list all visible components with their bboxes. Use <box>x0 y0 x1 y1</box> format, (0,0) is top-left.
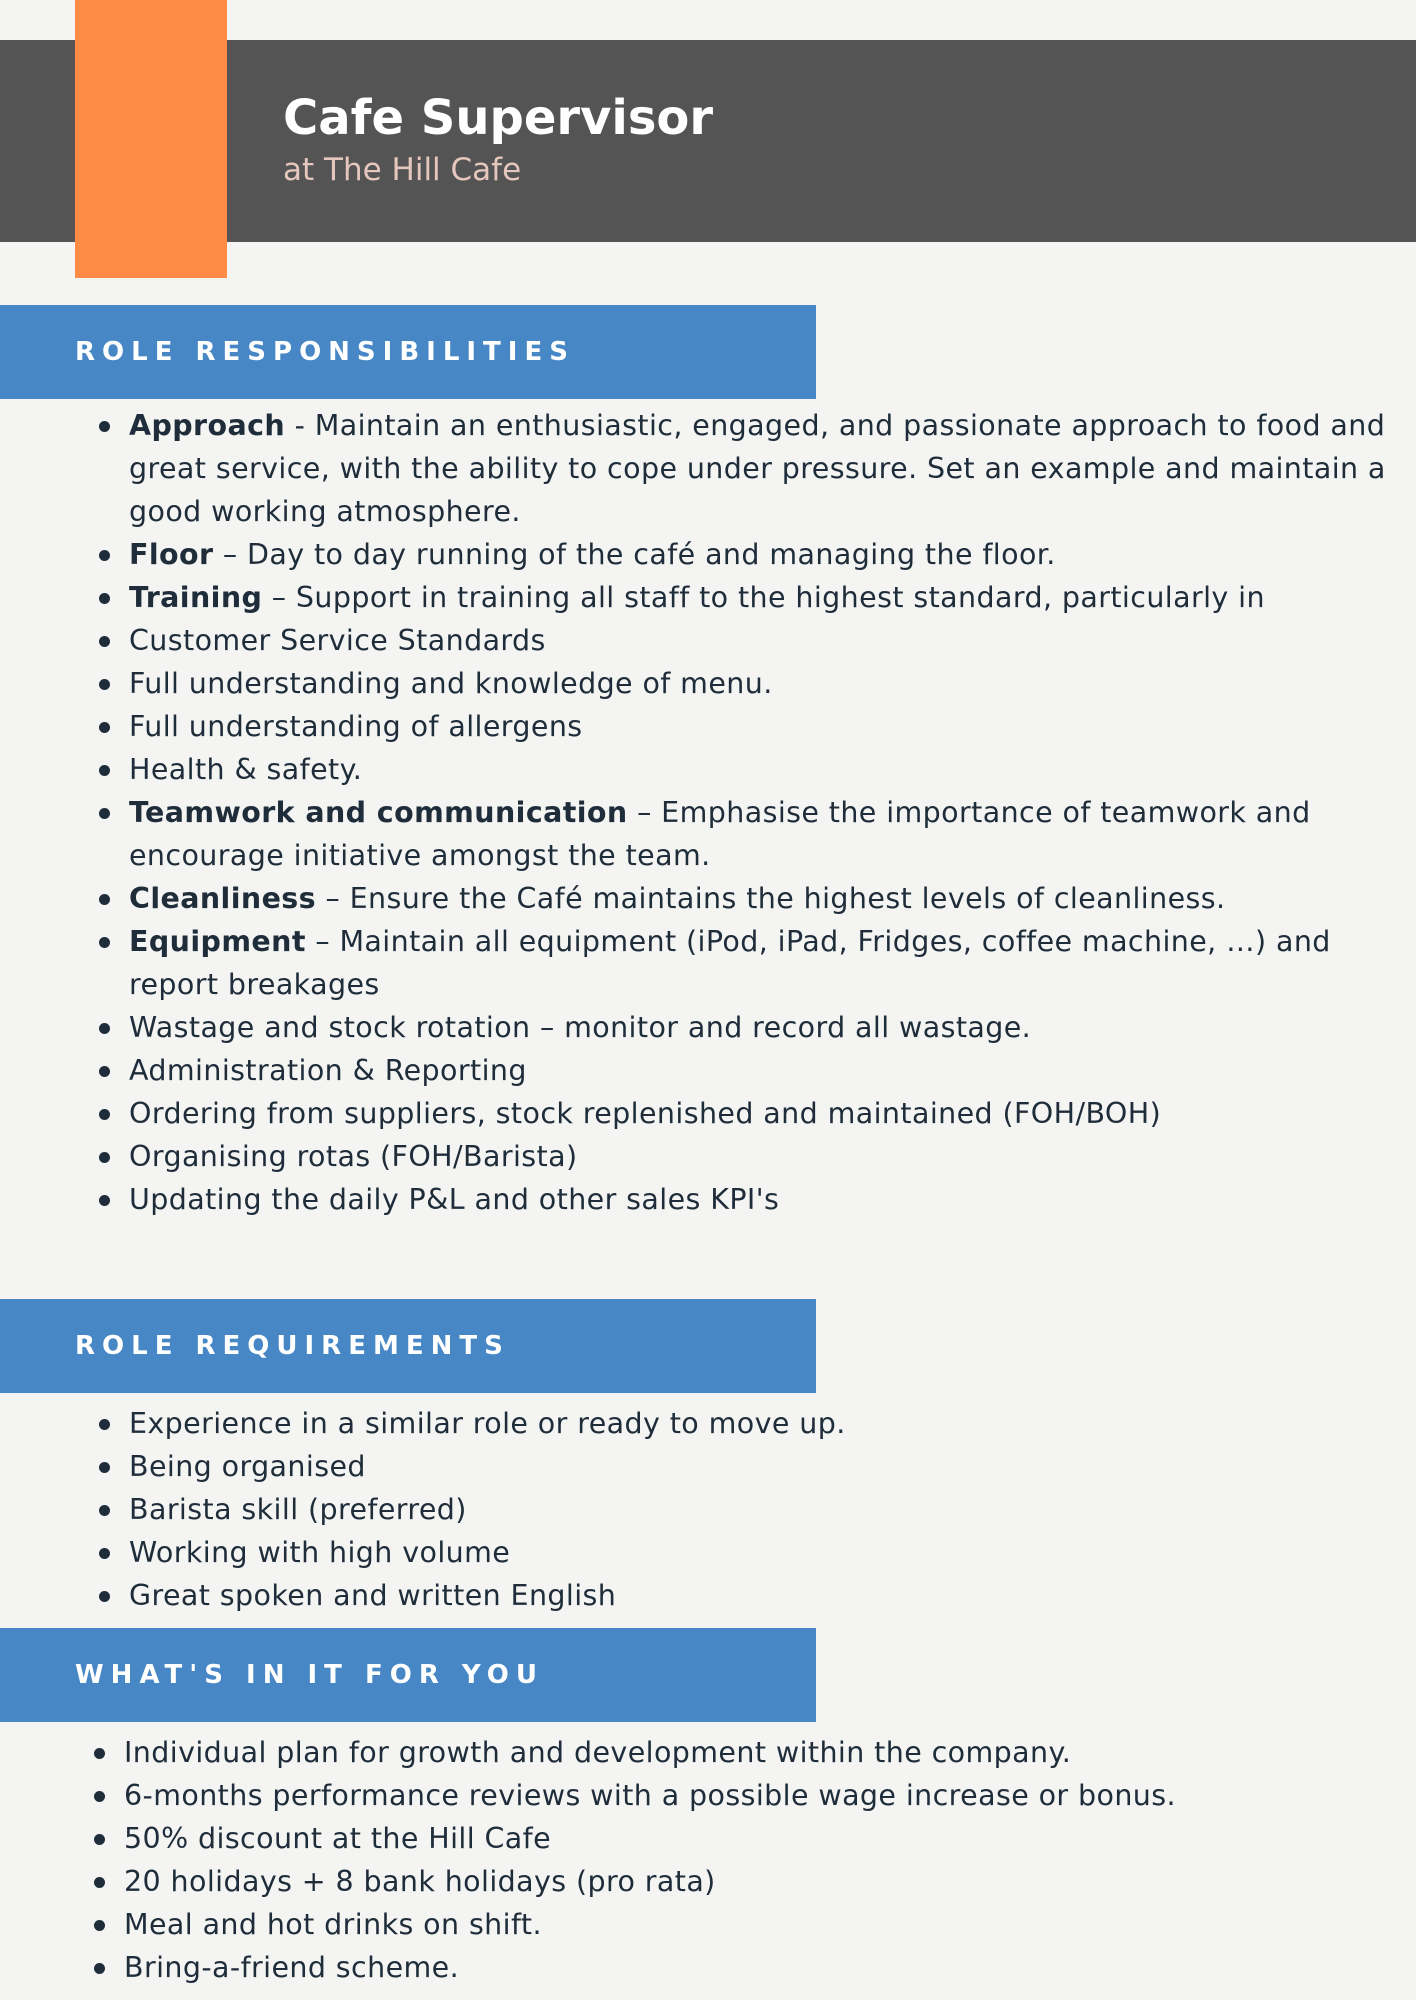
benefits-list <box>94 1731 1384 1989</box>
list-item <box>99 1574 1389 1617</box>
list-item-label: Approach <box>129 409 286 442</box>
list-item-text: 50% discount at the Hill Cafe <box>124 1822 552 1855</box>
responsibilities-heading: ROLE RESPONSIBILITIES <box>75 337 575 367</box>
list-item-label: Cleanliness <box>129 882 317 915</box>
list-item <box>94 1817 1384 1860</box>
list-item <box>99 1092 1389 1135</box>
list-item-text: - Maintain an enthusiastic, engaged, and passionate approach to food and great service, with the ability to cope under pressure. Set an example and maintain a good working atmosphere. <box>129 409 1386 528</box>
list-item-text: Meal and hot drinks on shift. <box>124 1908 542 1941</box>
benefits-section-bar <box>0 1628 816 1722</box>
requirements-list <box>99 1402 1389 1617</box>
list-item-label: Floor <box>129 538 214 571</box>
list-item-text: Experience in a similar role or ready to move up. <box>129 1407 846 1440</box>
list-item <box>99 533 1389 576</box>
list-item-text: 20 holidays + 8 bank holidays (pro rata) <box>124 1865 716 1898</box>
list-item-label: Teamwork and communication <box>129 796 628 829</box>
list-item <box>94 1860 1384 1903</box>
list-item <box>94 1903 1384 1946</box>
list-item-text: Wastage and stock rotation – monitor and record all wastage. <box>129 1011 1032 1044</box>
list-item <box>99 662 1389 705</box>
list-item <box>99 791 1389 877</box>
list-item-text: Bring-a-friend scheme. <box>124 1951 460 1984</box>
requirements-section-bar <box>0 1299 816 1393</box>
list-item <box>99 920 1389 1006</box>
list-item <box>99 1488 1389 1531</box>
list-item-text: – Day to day running of the café and managing the floor. <box>213 538 1056 571</box>
list-item <box>99 1531 1389 1574</box>
benefits-heading: WHAT'S IN IT FOR YOU <box>75 1660 545 1690</box>
list-item-text: – Ensure the Café maintains the highest levels of cleanliness. <box>316 882 1226 915</box>
list-item-label: Training <box>129 581 263 614</box>
list-item-text: 6-months performance reviews with a possible wage increase or bonus. <box>124 1779 1176 1812</box>
list-item-text: Ordering from suppliers, stock replenished and maintained (FOH/BOH) <box>129 1097 1162 1130</box>
list-item <box>99 1402 1389 1445</box>
list-item-text: Full understanding of allergens <box>129 710 583 743</box>
list-item <box>99 404 1389 533</box>
list-item <box>99 877 1389 920</box>
list-item-text: – Support in training all staff to the highest standard, particularly in <box>262 581 1265 614</box>
list-item <box>94 1731 1384 1774</box>
job-subtitle: at The Hill Cafe <box>283 152 522 188</box>
list-item <box>99 748 1389 791</box>
list-item <box>99 1178 1389 1221</box>
responsibilities-section-bar <box>0 305 816 399</box>
list-item <box>94 1774 1384 1817</box>
list-item <box>99 1135 1389 1178</box>
list-item <box>99 1049 1389 1092</box>
list-item-text: Updating the daily P&L and other sales KPI's <box>129 1183 780 1216</box>
list-item-text: Organising rotas (FOH/Barista) <box>129 1140 578 1173</box>
list-item-text: Health & safety. <box>129 753 363 786</box>
list-item-text: – Emphasise the importance of teamwork and encourage initiative amongst the team. <box>129 796 1311 872</box>
list-item <box>99 1445 1389 1488</box>
list-item-label: Equipment <box>129 925 306 958</box>
list-item-text: Great spoken and written English <box>129 1579 617 1612</box>
requirements-heading: ROLE REQUIREMENTS <box>75 1331 510 1361</box>
list-item <box>94 1946 1384 1989</box>
list-item-text: Customer Service Standards <box>129 624 546 657</box>
list-item <box>99 705 1389 748</box>
list-item-text: Full understanding and knowledge of menu. <box>129 667 773 700</box>
list-item-text: Barista skill (preferred) <box>129 1493 467 1526</box>
list-item <box>99 576 1389 619</box>
list-item-text: Individual plan for growth and development within the company. <box>124 1736 1072 1769</box>
list-item <box>99 1006 1389 1049</box>
job-title: Cafe Supervisor <box>283 90 714 146</box>
list-item-text: – Maintain all equipment (iPod, iPad, Fridges, coffee machine, …) and report breakages <box>129 925 1331 1001</box>
accent-block <box>75 0 227 278</box>
responsibilities-list <box>99 404 1389 1221</box>
list-item-text: Administration & Reporting <box>129 1054 527 1087</box>
list-item-text: Working with high volume <box>129 1536 511 1569</box>
list-item-text: Being organised <box>129 1450 366 1483</box>
list-item <box>99 619 1389 662</box>
